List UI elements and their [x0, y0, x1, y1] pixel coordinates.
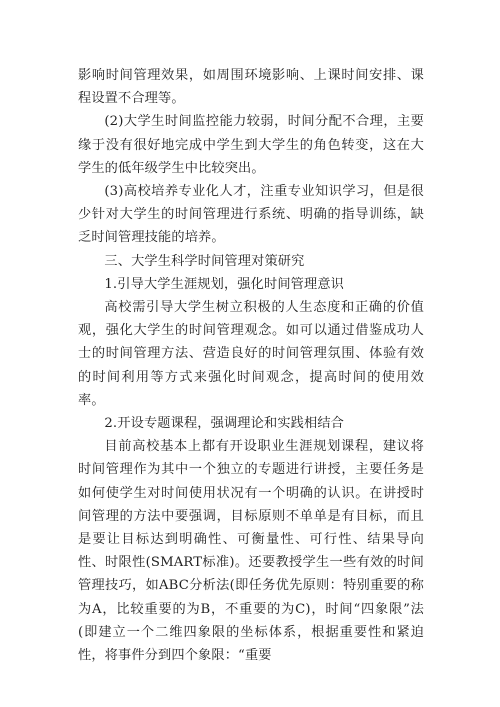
subsection-heading: 2.开设专题课程，强调理论和实践相结合 — [104, 416, 345, 432]
document-body — [78, 64, 424, 667]
body-paragraph: 目前高校基本上都有开设职业生涯规划课程，建议将时间管理作为其中一个独立的专题进行讲授，主要任务是如何使学生对时间使用状况有一个明确的认识。在讲授时间管理的方法中要强调，目标原则不单单是有目标，而且是要让目标达到明确性、可衡量性、可行性、结果导向性、时限性(SMART标准)。还要教授学生一些有效的时间管理技巧，如ABC分析法(即任务优先原则：特别重要的称为A，比较重要的为B，不重要的为C)，时间“四象限”法(即建立一个二维四象限的坐标体系，根据重要性和紧迫性，将事件分到四个象限：“重要 — [78, 439, 424, 664]
body-paragraph: 影响时间管理效果，如周围环境影响、上课时间安排、课程设置不合理等。 — [78, 68, 424, 107]
body-paragraph: (2)大学生时间监控能力较弱，时间分配不合理，主要缘于没有很好地完成中学生到大学生的角色转变，这在大学生的低年级学生中比较突出。 — [78, 114, 424, 176]
body-paragraph: 高校需引导大学生树立积极的人生态度和正确的价值观，强化大学生的时间管理观念。如可以通过借鉴成功人士的时间管理方法、营造良好的时间管理氛围、体验有效的时间利用等方式来强化时间观念，提高时间的使用效率。 — [78, 300, 424, 408]
section-heading: 三、大学生科学时间管理对策研究 — [104, 253, 305, 269]
subsection-heading: 1.引导大学生涯规划，强化时间管理意识 — [104, 276, 345, 292]
body-paragraph: (3)高校培养专业化人才，注重专业知识学习，但是很少针对大学生的时间管理进行系统、明确的指导训练，缺乏时间管理技能的培养。 — [78, 184, 424, 246]
